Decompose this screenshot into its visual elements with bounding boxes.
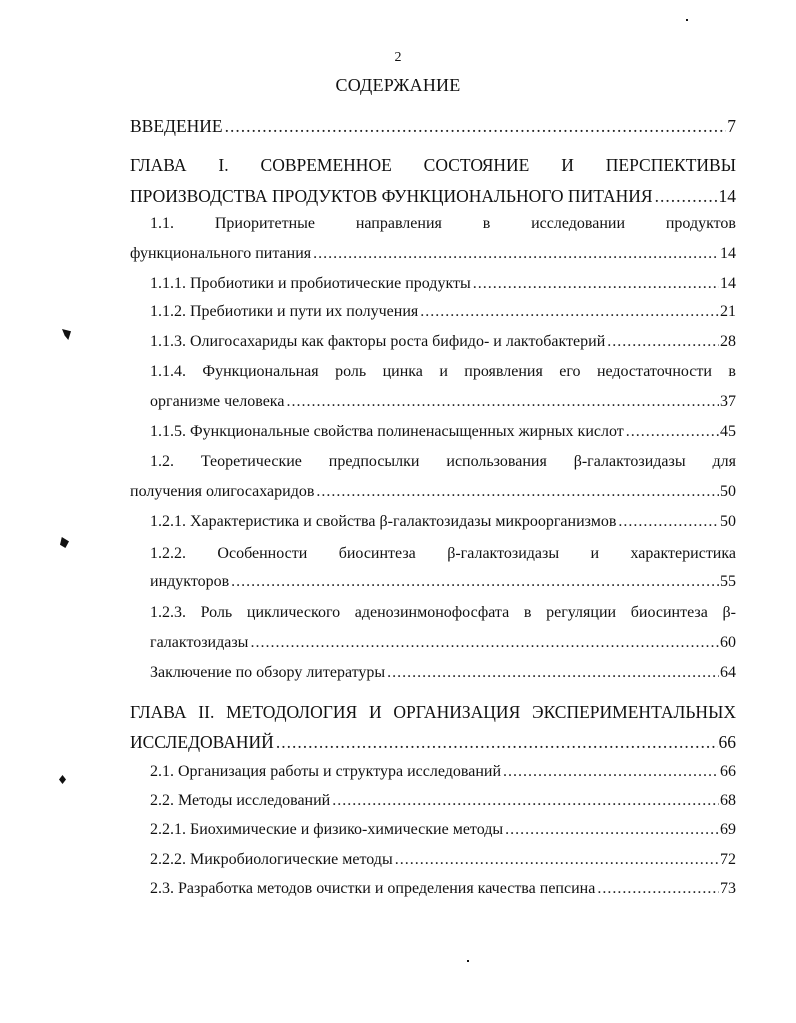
word: исследовании xyxy=(531,215,626,232)
word: регуляции xyxy=(546,604,617,621)
toc-page-number: 50 xyxy=(720,483,736,500)
word: β- xyxy=(722,604,736,621)
word: ОРГАНИЗАЦИЯ xyxy=(393,702,521,722)
dot-leader xyxy=(597,880,719,898)
dot-leader xyxy=(626,423,719,441)
word: β-галактозидазы xyxy=(447,545,560,562)
toc-title: СОДЕРЖАНИЕ xyxy=(335,75,461,95)
toc-page-number: 64 xyxy=(720,664,736,681)
toc-entry-1-2-3-line1 xyxy=(150,604,736,622)
toc-page-number: 55 xyxy=(720,573,736,590)
word: Особенности xyxy=(217,545,308,562)
word: проявления xyxy=(464,363,543,380)
toc-entry-2-2-2 xyxy=(150,851,736,869)
toc-entry-text: 1.1.1. Пробиотики и пробиотические продукты xyxy=(150,275,471,292)
toc-entry-2-2-1 xyxy=(150,821,736,839)
word: биосинтеза xyxy=(630,604,708,621)
toc-entry-text: 2.1. Организация работы и структура исследований xyxy=(150,763,502,780)
word: в xyxy=(728,363,736,380)
word: 1.1. xyxy=(150,215,174,232)
word: роль xyxy=(335,363,367,380)
toc-page-number: 73 xyxy=(720,880,736,897)
dot-leader xyxy=(655,186,718,207)
scan-speck xyxy=(62,329,71,340)
word: аденозинмонофосфата xyxy=(354,604,510,621)
toc-entry-text: 1.1.5. Функциональные свойства полиненасыщенных жирных кислот xyxy=(150,423,624,440)
page-number: 2 xyxy=(394,50,402,65)
toc-page-number: 69 xyxy=(720,821,736,838)
toc-entry-text: 2.2.2. Микробиологические методы xyxy=(150,851,393,868)
word: И xyxy=(368,702,382,722)
word: в xyxy=(482,215,491,232)
dot-leader xyxy=(231,573,719,591)
word: и xyxy=(590,545,600,562)
scan-speck xyxy=(60,537,69,548)
word: направления xyxy=(355,215,442,232)
word: продуктов xyxy=(665,215,736,232)
word: МЕТОДОЛОГИЯ xyxy=(226,702,358,722)
toc-page-number: 28 xyxy=(720,333,736,350)
toc-entry-1-2-3-line2 xyxy=(150,634,736,652)
word: и xyxy=(439,363,448,380)
toc-page-number: 7 xyxy=(727,116,736,136)
word: ГЛАВА xyxy=(130,702,187,722)
word: 1.2. xyxy=(150,453,174,470)
word: Приоритетные xyxy=(214,215,316,232)
dot-leader xyxy=(313,245,719,263)
toc-entry-1-2-2-line2 xyxy=(150,573,736,591)
word: 1.1.4. xyxy=(150,363,186,380)
dot-leader xyxy=(276,732,718,753)
word: его xyxy=(559,363,581,380)
word: Роль xyxy=(200,604,233,621)
toc-entry-1-1-3 xyxy=(150,333,736,351)
toc-entry-2-1 xyxy=(150,763,736,781)
word: предпосылки xyxy=(328,453,420,470)
toc-entry-ch2-line2 xyxy=(130,732,736,753)
word: ГЛАВА xyxy=(130,155,187,175)
toc-page-number: 50 xyxy=(720,513,736,530)
dot-leader xyxy=(505,821,719,839)
toc-entry-1-1-4-line2 xyxy=(150,393,736,411)
toc-page-number: 45 xyxy=(720,423,736,440)
dot-leader xyxy=(316,483,719,501)
toc-page-number: 14 xyxy=(720,275,736,292)
toc-entry-1-1-5 xyxy=(150,423,736,441)
toc-entry-1-2-2-line1 xyxy=(150,545,736,563)
toc-entry-text: ВВЕДЕНИЕ xyxy=(130,116,223,136)
scan-speck xyxy=(59,775,66,784)
dot-leader xyxy=(387,664,719,682)
toc-page-number: 60 xyxy=(720,634,736,651)
dot-leader xyxy=(503,763,719,781)
toc-entry-1-1-line1 xyxy=(150,215,736,233)
toc-entry-1-2-line1 xyxy=(150,453,736,471)
toc-entry-text: 1.1.2. Пребиотики и пути их получения xyxy=(150,303,419,320)
word: 1.2.3. xyxy=(150,604,186,621)
word: СОСТОЯНИЕ xyxy=(423,155,530,175)
dot-leader xyxy=(250,634,719,652)
toc-entry-literature-summary xyxy=(150,664,736,682)
scan-speck xyxy=(686,19,688,21)
toc-entry-ch1-line2 xyxy=(130,186,736,207)
toc-entry-1-1-2 xyxy=(150,303,736,321)
toc-entry-text: функционального питания xyxy=(130,245,312,262)
toc-entry-ch1-line1 xyxy=(130,155,736,176)
toc-page-number: 66 xyxy=(718,732,736,752)
word: I. xyxy=(218,155,229,175)
toc-page-number: 72 xyxy=(720,851,736,868)
word: цинка xyxy=(382,363,423,380)
toc-entry-1-1-4-line1 xyxy=(150,363,736,381)
toc-entry-text: организме человека xyxy=(150,393,285,410)
word: ПЕРСПЕКТИВЫ xyxy=(605,155,736,175)
word: ЭКСПЕРИМЕНТАЛЬНЫХ xyxy=(532,702,736,722)
toc-entry-text: ИССЛЕДОВАНИЙ xyxy=(130,732,274,752)
word: Теоретические xyxy=(200,453,302,470)
toc-entry-text: 1.1.3. Олигосахариды как факторы роста бифидо- и лактобактерий xyxy=(150,333,606,350)
toc-entry-text: 1.2.1. Характеристика и свойства β-галактозидазы микроорганизмов xyxy=(150,513,617,530)
toc-entry-text: галактозидазы xyxy=(150,634,249,651)
toc-entry-text: Заключение по обзору литературы xyxy=(150,664,386,681)
word: использования xyxy=(446,453,547,470)
dot-leader xyxy=(420,303,719,321)
toc-entry-text: индукторов xyxy=(150,573,230,590)
toc-entry-intro xyxy=(130,116,736,137)
toc-page-number: 14 xyxy=(720,245,736,262)
toc-entry-1-2-1 xyxy=(150,513,736,531)
toc-page-number: 14 xyxy=(718,186,736,206)
word: И xyxy=(561,155,574,175)
toc-page-number: 68 xyxy=(720,792,736,809)
dot-leader xyxy=(286,393,719,411)
toc-entry-2-3 xyxy=(150,880,736,898)
toc-page-number: 66 xyxy=(720,763,736,780)
dot-leader xyxy=(332,792,719,810)
word: биосинтеза xyxy=(338,545,416,562)
toc-entry-1-1-line2 xyxy=(130,245,736,263)
word: II. xyxy=(198,702,215,722)
word: недостаточности xyxy=(596,363,712,380)
dot-leader xyxy=(225,116,727,137)
word: СОВРЕМЕННОЕ xyxy=(260,155,392,175)
word: циклического xyxy=(246,604,341,621)
toc-entry-text: 2.3. Разработка методов очистки и определения качества пепсина xyxy=(150,880,596,897)
toc-entry-text: ПРОИЗВОДСТВА ПРОДУКТОВ ФУНКЦИОНАЛЬНОГО ПИТАНИЯ xyxy=(130,186,653,206)
dot-leader xyxy=(473,275,719,293)
toc-entry-text: 2.2.1. Биохимические и физико-химические методы xyxy=(150,821,504,838)
word: характеристика xyxy=(630,545,736,562)
word: 1.2.2. xyxy=(150,545,186,562)
toc-entry-1-2-line2 xyxy=(130,483,736,501)
toc-entry-1-1-1 xyxy=(150,275,736,293)
word: Функциональная xyxy=(202,363,319,380)
toc-entry-text: получения олигосахаридов xyxy=(130,483,315,500)
word: для xyxy=(712,453,736,470)
dot-leader xyxy=(395,851,719,869)
toc-entry-text: 2.2. Методы исследований xyxy=(150,792,331,809)
toc-page-number: 37 xyxy=(720,393,736,410)
dot-leader xyxy=(607,333,719,351)
toc-entry-ch2-line1 xyxy=(130,702,736,723)
toc-page-number: 21 xyxy=(720,303,736,320)
word: в xyxy=(523,604,532,621)
toc-entry-2-2 xyxy=(150,792,736,810)
scan-speck xyxy=(467,960,469,962)
dot-leader xyxy=(618,513,719,531)
word: β-галактозидазы xyxy=(573,453,686,470)
